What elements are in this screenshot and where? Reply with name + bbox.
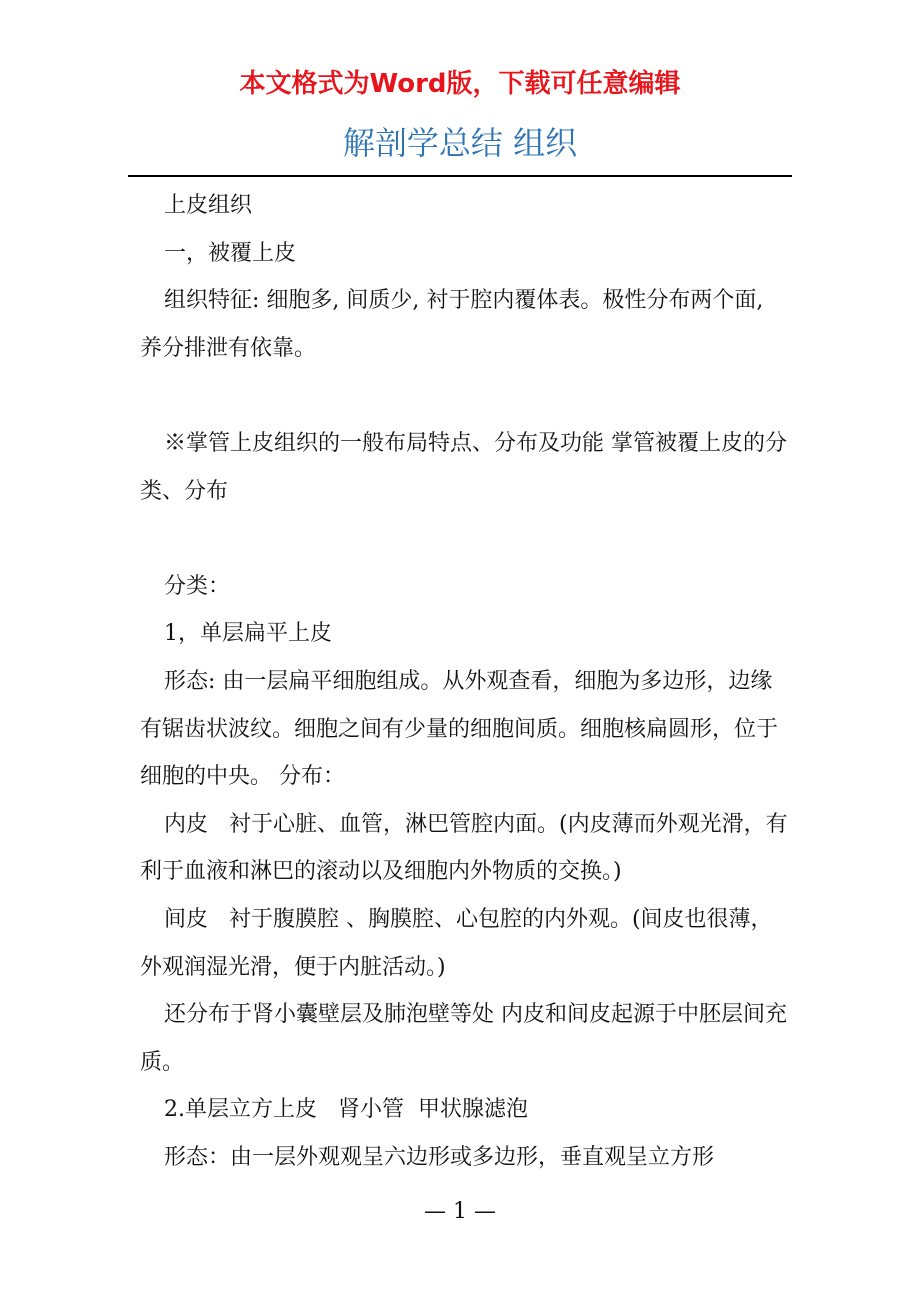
paragraph-heading-simple-cuboidal: 2.单层立方上皮 肾小管 甲状腺滤泡 <box>164 1097 528 1123</box>
document-banner: 本文格式为Word版，下载可任意编辑 <box>239 69 681 99</box>
paragraph-heading-epithelium: 上皮组织 <box>164 193 253 218</box>
paragraph-heading-covering-epithelium: 一，被覆上皮 <box>164 240 297 266</box>
paragraph-heading-simple-squamous: 1，单层扁平上皮 <box>164 621 332 647</box>
blank-line <box>140 372 790 420</box>
paragraph-distribution: 还分布于肾小囊壁层及肺泡壁等处 内皮和间皮起源于中胚层间充质。 <box>140 1002 787 1075</box>
paragraph-morphology: 形态: 由一层扁平细胞组成。从外观查看，细胞为多边形，边缘有锯齿状波纹。细胞之间有少量的细胞间质。细胞核扁圆形，位于细胞的中央。 分布： <box>140 668 779 790</box>
paragraph-endothelium: 内皮 衬于心脏、血管，淋巴管腔内面。(内皮薄而外观光滑，有利于血液和淋巴的滚动以及细胞内外物质的交换。) <box>140 811 788 885</box>
header-divider <box>128 175 792 177</box>
blank-line <box>140 515 790 563</box>
page-number: — 1 — <box>424 1199 496 1224</box>
paragraph-classification: 分类： <box>164 573 231 599</box>
paragraph-tissue-features: 组织特征: 细胞多, 间质少, 衬于腔内覆体表。极性分布两个面, 养分排泄有依靠。 <box>140 288 771 361</box>
paragraph-mesothelium: 间皮 衬于腹膜腔 、胸膜腔、心包腔的内外观。(间皮也很薄，外观润湿光滑，便于内脏活动。) <box>140 906 773 980</box>
paragraph-note: ※掌管上皮组织的一般布局特点、分布及功能 掌管被覆上皮的分类、分布 <box>140 430 787 504</box>
document-title: 解剖学总结 组织 <box>342 124 578 162</box>
document-body <box>140 182 790 1181</box>
paragraph-cuboidal-morphology: 形态：由一层外观观呈六边形或多边形，垂直观呈立方形 <box>164 1144 715 1170</box>
